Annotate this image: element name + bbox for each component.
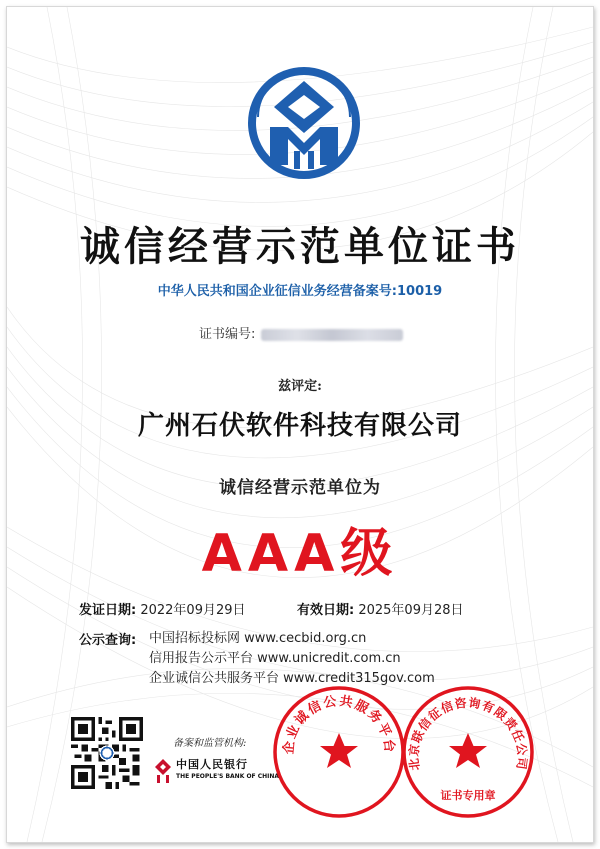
- valid-date-value: 2025年09月28日: [358, 603, 464, 618]
- seal-left-arc-text: 企业诚信公共服务平台: [281, 693, 397, 755]
- record-number: 中华人民共和国企业征信业务经营备案号:10019: [157, 284, 443, 299]
- valid-date-label: 有效日期:: [297, 603, 355, 618]
- issue-date-value: 2022年09月29日: [140, 603, 246, 618]
- query-label-row: [79, 629, 136, 648]
- query-lines: [149, 629, 435, 689]
- qr-code-icon: [71, 717, 143, 789]
- as-unit-label: 诚信经营示范单位为: [219, 478, 381, 498]
- cert-number-label: 证书编号:: [199, 327, 256, 342]
- company-name: 广州石伏软件科技有限公司: [137, 411, 462, 441]
- pboc-name-cn: 中国人民银行: [176, 758, 248, 771]
- credit-grade: AAA级: [201, 524, 399, 584]
- query-label: 公示查询:: [79, 633, 137, 648]
- issue-date-label: 发证日期:: [79, 603, 137, 618]
- credit-logo-icon: [248, 67, 360, 179]
- certificate-frame: [6, 6, 594, 843]
- issue-date-row: [79, 599, 246, 618]
- assessed-label: 兹评定:: [278, 379, 322, 394]
- cert-number-redacted: [261, 329, 403, 341]
- supervision-label: 备案和监管机构:: [173, 738, 247, 749]
- seal-right-bottom-text: 证书专用章: [440, 789, 496, 802]
- pboc-name-en: THE PEOPLE'S BANK OF CHINA: [176, 773, 280, 780]
- cert-number-row: [199, 323, 403, 342]
- service-platform-seal: [270, 683, 408, 821]
- credit-company-seal: [399, 683, 537, 821]
- seal-star-icon: [320, 733, 358, 768]
- seal-star-icon: [449, 733, 487, 768]
- valid-date-row: [297, 599, 464, 618]
- query-line-unicredit: 信用报告公示平台 www.unicredit.com.cn: [149, 651, 401, 666]
- query-line-credit315: 企业诚信公共服务平台 www.credit315gov.com: [149, 671, 435, 686]
- query-line-cecbid: 中国招标投标网 www.cecbid.org.cn: [149, 631, 367, 646]
- certificate-title: 诚信经营示范单位证书: [80, 224, 520, 270]
- seal-right-arc-text: 北京联信征信咨询有限责任公司: [406, 695, 530, 772]
